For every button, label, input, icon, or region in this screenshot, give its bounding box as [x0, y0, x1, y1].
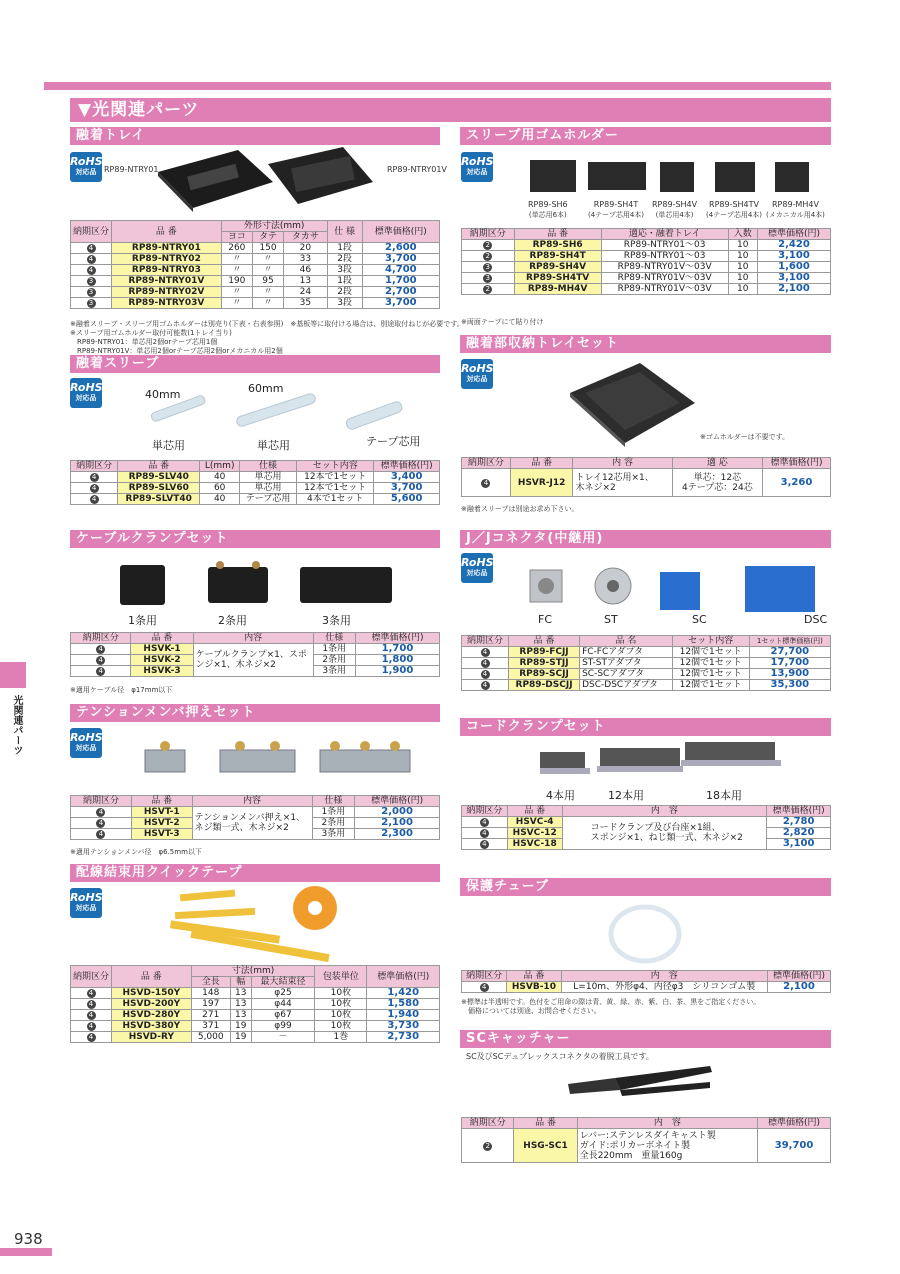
table-row: 3 RP89-SH4V RP89-NTRY01V～03V 10 1,600: [462, 262, 831, 273]
rubber-holder-caption: RP89-SH4TV (4テープ芯用4本): [706, 200, 763, 219]
rubber-holder-caption: RP89-SH4V (単芯用4本): [652, 200, 698, 219]
table-row: 4 HSVD-150Y 148 13 φ25 10枚 1,420: [71, 988, 440, 999]
section-quick-tape-title: 配線結束用クイックテープ: [70, 864, 440, 882]
note-line: RP89-NTRY01V：単芯用2個orテープ芯用2個orメカニカル用2個: [70, 347, 283, 355]
section-fusion-sleeve-title: 融着スリーブ: [70, 355, 440, 373]
rubber-holder-caption: RP89-MH4V (メカニカル用4本): [766, 200, 825, 219]
cord-clamp-image: [535, 738, 785, 786]
note-line: ※標準は半透明です。色付をご用命の際は青、黄、緑、赤、紫、白、茶、黒をご指定ください。: [461, 998, 761, 1006]
table-row: 4 HSVD-380Y 371 19 φ99 10枚 3,730: [71, 1021, 440, 1032]
table-row: 2 RP89-MH4V RP89-NTRY01V～03V 10 2,100: [462, 284, 831, 295]
table-row: 3 RP89-NTRY01V 190 95 13 1段 1,700: [71, 276, 440, 287]
connector-table: 納期区分 品 番 品 名 セット内容 1セット標準価格(円) 4 RP89-FCJJ FC-FCアダプタ 12個で1セット 27,700 4 RP89-STJJ ST-STアダプタ 12個で1セット 17,700 4 RP89-SCJJ SC-SCアダプタ 12個で1セット 13,900 4 RP89-DSCJJ DSC-DSCアダプタ 12個で1セット 35,300: [461, 635, 831, 691]
length-label: 40mm: [145, 388, 181, 401]
rubber-holder-table: 納期区分 品 番 適応・融着トレイ 入数 標準価格(円) 2 RP89-SH6 RP89-NTRY01～03 10 2,420 2 RP89-SH4T RP89-NTRY01～03 10 3,100 3 RP89-SH4V RP89-NTRY01V～03V 10 1,600 3 RP89-SH4TV RP89-NTRY01V～03V 10 3,100 2 RP89-MH4V RP89-NTRY01V～03V 10 2,100: [461, 228, 831, 295]
fusion-tray-table: 納期区分 品 番 外形寸法(mm) 仕 様 標準価格(円) ヨコ タテ タカサ 4 RP89-NTRY01 260 150 20 1段 2,600 4 RP89-NTRY02 〃 〃 33 2段 3,700 4 RP89-NTRY03 〃 〃 46 3段 4,700 3 RP89-NTRY01V 190 95 13 1段 1,700 3 RP89-NTRY02V 〃 〃 24 2段 2,700 3 RP89-NTRY03V 〃 〃 35 3段 3,700: [70, 220, 440, 309]
rubber-holder-image: [525, 152, 825, 197]
connector-caption: SC: [692, 613, 707, 626]
table-row: 4 HSVT-1 テンションメンバ押え×1、ネジ類一式、木ネジ×2 1条用 2,000: [71, 807, 440, 818]
table-row: 4 RP89-SLV40 40 単芯用 12本で1セット 3,400: [71, 472, 440, 483]
rubber-holder-caption: RP89-SH6 (単芯用6本): [528, 200, 568, 219]
side-index-label: 光関連パーツ: [11, 695, 22, 755]
connector-caption: ST: [604, 613, 618, 626]
note-line: 価格については別途、お問合せください。: [461, 1007, 601, 1015]
image-caption: RP89-NTRY01: [104, 165, 159, 174]
note-line: ※融着スリーブ・スリーブ用ゴムホルダーは別売り(下表・右表参照) ※基板等に取付ける場合は、別途取付ねじが必要です。: [70, 320, 464, 328]
tension-member-image: [135, 732, 415, 787]
storage-tray-image: [560, 358, 700, 448]
rohs-badge: RoHS 対応品: [461, 553, 493, 583]
connector-caption: DSC: [804, 613, 828, 626]
section-cord-clamp-title: コードクランプセット: [460, 718, 831, 736]
note-line: ※適用ケーブル径 φ17mm以下: [70, 686, 173, 694]
page-number: 938: [14, 1230, 43, 1248]
table-row: 4 HSVD-RY 5,000 19 － 1巻 2,730: [71, 1032, 440, 1043]
table-row: 4 HSVT-3 3条用 2,300: [71, 829, 440, 840]
storage-tray-table: 納期区分 品 番 内 容 適 応 標準価格(円) 4 HSVR-J12 トレイ12芯用×1、 木ネジ×2 単芯：12芯 4テープ芯：24芯 3,260: [461, 457, 831, 497]
table-row: 4 RP89-SCJJ SC-SCアダプタ 12個で1セット 13,900: [462, 669, 831, 680]
fusion-sleeve-table: 納期区分 品 番 L(mm) 仕様 セット内容 標準価格(円) 4 RP89-SLV40 40 単芯用 12本で1セット 3,400 4 RP89-SLV60 60 単芯用 12本で1セット 3,700 4 RP89-SLVT40 40 テープ芯用 4本で1セット 5,600: [70, 460, 440, 505]
note-line: ※適用テンションメンバ径 φ6.5mm以下: [70, 848, 202, 856]
section-connector-title: J／Jコネクタ(中継用): [460, 530, 831, 548]
table-row: 4 RP89-NTRY02 〃 〃 33 2段 3,700: [71, 254, 440, 265]
sleeve-caption: テープ芯用: [366, 435, 421, 448]
tension-member-table: 納期区分 品 番 内容 仕様 標準価格(円) 4 HSVT-1 テンションメンバ押え×1、ネジ類一式、木ネジ×2 1条用 2,000 4 HSVT-2 2条用 2,100 4 HSVT-3 3条用 2,300: [70, 795, 440, 840]
table-row: 2 RP89-SH4T RP89-NTRY01～03 10 3,100: [462, 251, 831, 262]
table-row: 4 RP89-FCJJ FC-FCアダプタ 12個で1セット 27,700: [462, 647, 831, 658]
note-line: ※両面テープにて貼り付け: [461, 318, 544, 326]
rohs-badge: RoHS 対応品: [70, 728, 102, 758]
cord-clamp-table: 納期区分 品 番 内 容 標準価格(円) 4 HSVC-4 コードクランプ及び台座×1組、 スポンジ×1、ねじ類一式、木ネジ×2 2,780 4 HSVC-12 2,820 4 HSVC-18 3,100: [461, 805, 831, 850]
side-index-tab: [0, 662, 26, 688]
rohs-badge: RoHS 対応品: [461, 152, 493, 182]
quick-tape-table: 納期区分 品 番 寸法(mm) 包装単位 標準価格(円) 全長 幅 最大結束径 4 HSVD-150Y 148 13 φ25 10枚 1,420 4 HSVD-200Y 197 13 φ44 10枚 1,580 4 HSVD-280Y 271 13 φ67 10枚 1,940 4 HSVD-380Y 371 19 φ99 10枚 3,730 4 HSVD-RY 5,000 19 － 1巻 2,730: [70, 965, 440, 1043]
section-sc-catcher-title: SCキャッチャー: [460, 1030, 831, 1048]
table-row: 4 HSVK-2 2条用 1,800: [71, 655, 440, 666]
cable-clamp-table: 納期区分 品 番 内容 仕様 標準価格(円) 4 HSVK-1 ケーブルクランプ×1、スポンジ×1、木ネジ×2 1条用 1,700 4 HSVK-2 2条用 1,800 4 HSVK-3 3条用 1,900: [70, 632, 440, 677]
cord-clamp-caption: 12本用: [608, 789, 644, 802]
table-row: 3 RP89-SH4TV RP89-NTRY01V～03V 10 3,100: [462, 273, 831, 284]
clamp-caption: 1条用: [128, 614, 157, 627]
connector-caption: FC: [538, 613, 553, 626]
clamp-caption: 3条用: [322, 614, 351, 627]
sleeve-caption: 単芯用: [152, 439, 185, 452]
image-caption: RP89-NTRY01V: [387, 165, 447, 174]
rubber-holder-caption: RP89-SH4T (4テープ芯用4本): [588, 200, 645, 219]
rohs-badge: RoHS 対応品: [70, 152, 102, 182]
section-rubber-holder-title: スリーブ用ゴムホルダー: [460, 127, 831, 145]
table-row: 4 RP89-NTRY03 〃 〃 46 3段 4,700: [71, 265, 440, 276]
length-label: 60mm: [248, 382, 284, 395]
note-line: ※融着スリーブは別途お求め下さい。: [461, 505, 579, 513]
section-tension-member-title: テンションメンバ押えセット: [70, 704, 440, 722]
top-accent-bar: [44, 82, 831, 90]
cable-clamp-image: [110, 555, 400, 613]
fusion-tray-image: [148, 142, 378, 214]
image-note: ※ゴムホルダーは不要です。: [700, 433, 790, 441]
quick-tape-image: [160, 880, 340, 962]
table-row: 4 HSVK-1 ケーブルクランプ×1、スポンジ×1、木ネジ×2 1条用 1,700: [71, 644, 440, 655]
section-protect-tube-title: 保護チューブ: [460, 878, 831, 896]
section-storage-tray-title: 融着部収納トレイセット: [460, 335, 831, 353]
table-row: 4 RP89-DSCJJ DSC-DSCアダプタ 12個で1セット 35,300: [462, 680, 831, 691]
sc-catcher-table: 納期区分 品 番 内 容 標準価格(円) 2 HSG-SC1 レバー:ステンレスダイキャスト製 ガイド:ポリカーボネイト製 全長220mm 重量160g 39,700: [461, 1117, 831, 1163]
rohs-badge: RoHS 対応品: [70, 378, 102, 408]
table-row: 4 HSVK-3 3条用 1,900: [71, 666, 440, 677]
protect-tube-table: 納期区分 品 番 内 容 標準価格(円) 4 HSVB-10 L=10m、外形φ4、内径φ3 シリコンゴム製 2,100: [461, 970, 831, 993]
section-fusion-tray-title: 融着トレイ: [70, 127, 440, 145]
rohs-badge: RoHS 対応品: [461, 359, 493, 389]
table-row: 4 RP89-NTRY01 260 150 20 1段 2,600: [71, 243, 440, 254]
table-row: 4 RP89-SLVT40 40 テープ芯用 4本で1セット 5,600: [71, 494, 440, 505]
table-row: 4 HSVT-2 2条用 2,100: [71, 818, 440, 829]
note-line: RP89-NTRY01：単芯用2個orテープ芯用1個: [70, 338, 218, 346]
clamp-caption: 2条用: [218, 614, 247, 627]
page-number-bar: [0, 1248, 52, 1256]
table-row: 4 HSVD-200Y 197 13 φ44 10枚 1,580: [71, 999, 440, 1010]
sc-catcher-description: SC及びSCデュプレックスコネクタの着脱工具です。: [466, 1052, 654, 1061]
table-row: 3 RP89-NTRY03V 〃 〃 35 3段 3,700: [71, 298, 440, 309]
page-title: ▼光関連パーツ: [70, 98, 831, 122]
connector-image: [525, 560, 825, 618]
rohs-badge: RoHS 対応品: [70, 888, 102, 918]
table-row: 3 RP89-NTRY02V 〃 〃 24 2段 2,700: [71, 287, 440, 298]
sc-catcher-image: [560, 1060, 720, 1110]
section-cable-clamp-title: ケーブルクランプセット: [70, 530, 440, 548]
note-line: ※スリーブ用ゴムホルダー取付可能数(1トレイ当り): [70, 329, 232, 337]
table-row: 4 RP89-STJJ ST-STアダプタ 12個で1セット 17,700: [462, 658, 831, 669]
table-row: 2 RP89-SH6 RP89-NTRY01～03 10 2,420: [462, 240, 831, 251]
cord-clamp-caption: 4本用: [546, 789, 575, 802]
cord-clamp-caption: 18本用: [706, 789, 742, 802]
table-row: 4 HSVD-280Y 271 13 φ67 10枚 1,940: [71, 1010, 440, 1021]
table-row: 4 RP89-SLV60 60 単芯用 12本で1セット 3,700: [71, 483, 440, 494]
sleeve-caption: 単芯用: [257, 439, 290, 452]
protect-tube-image: [605, 903, 685, 965]
